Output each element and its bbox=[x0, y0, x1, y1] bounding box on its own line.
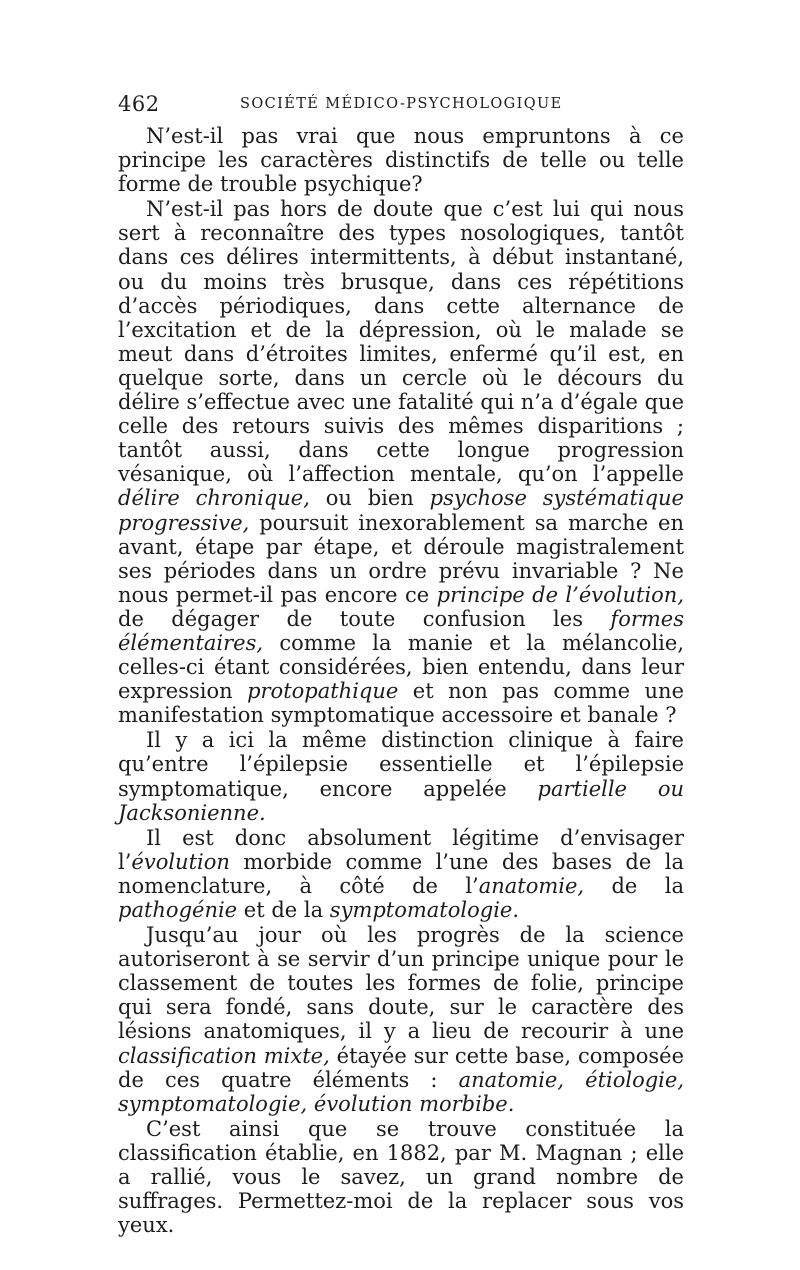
paragraph bbox=[118, 923, 684, 1116]
text-run: ou bien bbox=[309, 486, 430, 511]
text-run: N’est-il pas vrai que nous empruntons à ce principe les caractères distinctifs de telle ou telle forme de trouble psychique? bbox=[118, 124, 684, 197]
text-run: Il est donc absolument légitime d’envisager l’ bbox=[118, 825, 684, 874]
italic-text: psychose systématique progressive, bbox=[118, 486, 684, 535]
italic-text: classification mixte, bbox=[118, 1043, 330, 1068]
italic-text: principe de l’évolution, bbox=[436, 582, 685, 607]
text-run: et de la bbox=[237, 898, 330, 922]
text-run: Jusqu’au jour où les progrès de la science autoriseront à se servir d’un principe unique pour le classement de toutes les formes de folie, principe qui sera fondé, sans doute, sur le caractère des lésions anatomiques, il y a lieu de recourir à une bbox=[118, 923, 684, 1044]
italic-text: symptomatologie. bbox=[329, 898, 520, 922]
italic-text: anatomie, bbox=[478, 873, 585, 898]
paragraph bbox=[118, 826, 684, 922]
body-text bbox=[118, 124, 684, 1238]
italic-text: pathogénie bbox=[118, 898, 238, 922]
text-run: C’est ainsi que se trouve constituée la classification établie, en 1882, par M. Magnan ; elle a rallié, vous le savez, un grand nombre de suffrages. Permettez-moi de la replacer sous vos yeux. bbox=[118, 1116, 684, 1238]
text-run: N’est-il pas hors de doute que c’est lui qui nous sert à reconnaître des types nosologiques, tantôt dans ces délires intermittents, à début instantané, ou du moins très brusque, dans ces répétitions d’accès périodiques, dans cette alternance de l’excitation et de la dépression, où le malade se meut dans d’étroites limites, enfermé qu’il est, en quelque sorte, dans un cercle où le décours du délire s’effectue avec une fatalité qui n’a d’égale que celle des retours suivis des mêmes disparitions ; tantôt aussi, dans cette longue progression vésanique, où l’affection mentale, qu’on l’appelle bbox=[118, 197, 684, 487]
page-header bbox=[118, 92, 678, 118]
text-run: et non pas comme une manifestation symptomatique accessoire et banale ? bbox=[118, 679, 685, 728]
italic-text: formes élémentaires, bbox=[118, 606, 684, 655]
text-run: de la bbox=[584, 873, 684, 898]
text-run: morbide comme l’une des bases de la nomenclature, à côté de l’ bbox=[118, 849, 684, 898]
paragraph bbox=[118, 728, 684, 824]
text-run: Il y a ici la même distinction clinique à faire qu’entre l’épilepsie essentielle et l’épilepsie symptomatique, encore appelée bbox=[118, 728, 684, 801]
italic-text: délire chronique, bbox=[118, 486, 310, 511]
paragraph bbox=[118, 124, 684, 196]
running-title: SOCIÉTÉ MÉDICO-PSYCHOLOGIQUE bbox=[240, 96, 563, 112]
italic-text: évolution bbox=[131, 849, 230, 874]
paragraph bbox=[118, 1117, 684, 1237]
paragraph bbox=[118, 197, 684, 727]
italic-text: anatomie, étiologie, symptomatologie, évolution morbibe. bbox=[118, 1067, 685, 1116]
italic-text: protopathique bbox=[247, 679, 399, 704]
italic-text: partielle ou Jacksonienne. bbox=[118, 776, 684, 825]
text-run: de dégager de toute confusion les bbox=[118, 606, 611, 631]
text-run: comme la manie et la mélancolie, celles-ci étant considérées, bien entendu, dans leur expression bbox=[118, 630, 684, 704]
text-run: étayée sur cette base, composée de ces quatre éléments : bbox=[118, 1043, 684, 1092]
page-number: 462 bbox=[118, 92, 160, 116]
text-run: poursuit inexorablement sa marche en avant, étape par étape, et déroule magistralement ses périodes dans un ordre prévu invariable ? Ne nous permet-il pas encore ce bbox=[118, 510, 684, 607]
